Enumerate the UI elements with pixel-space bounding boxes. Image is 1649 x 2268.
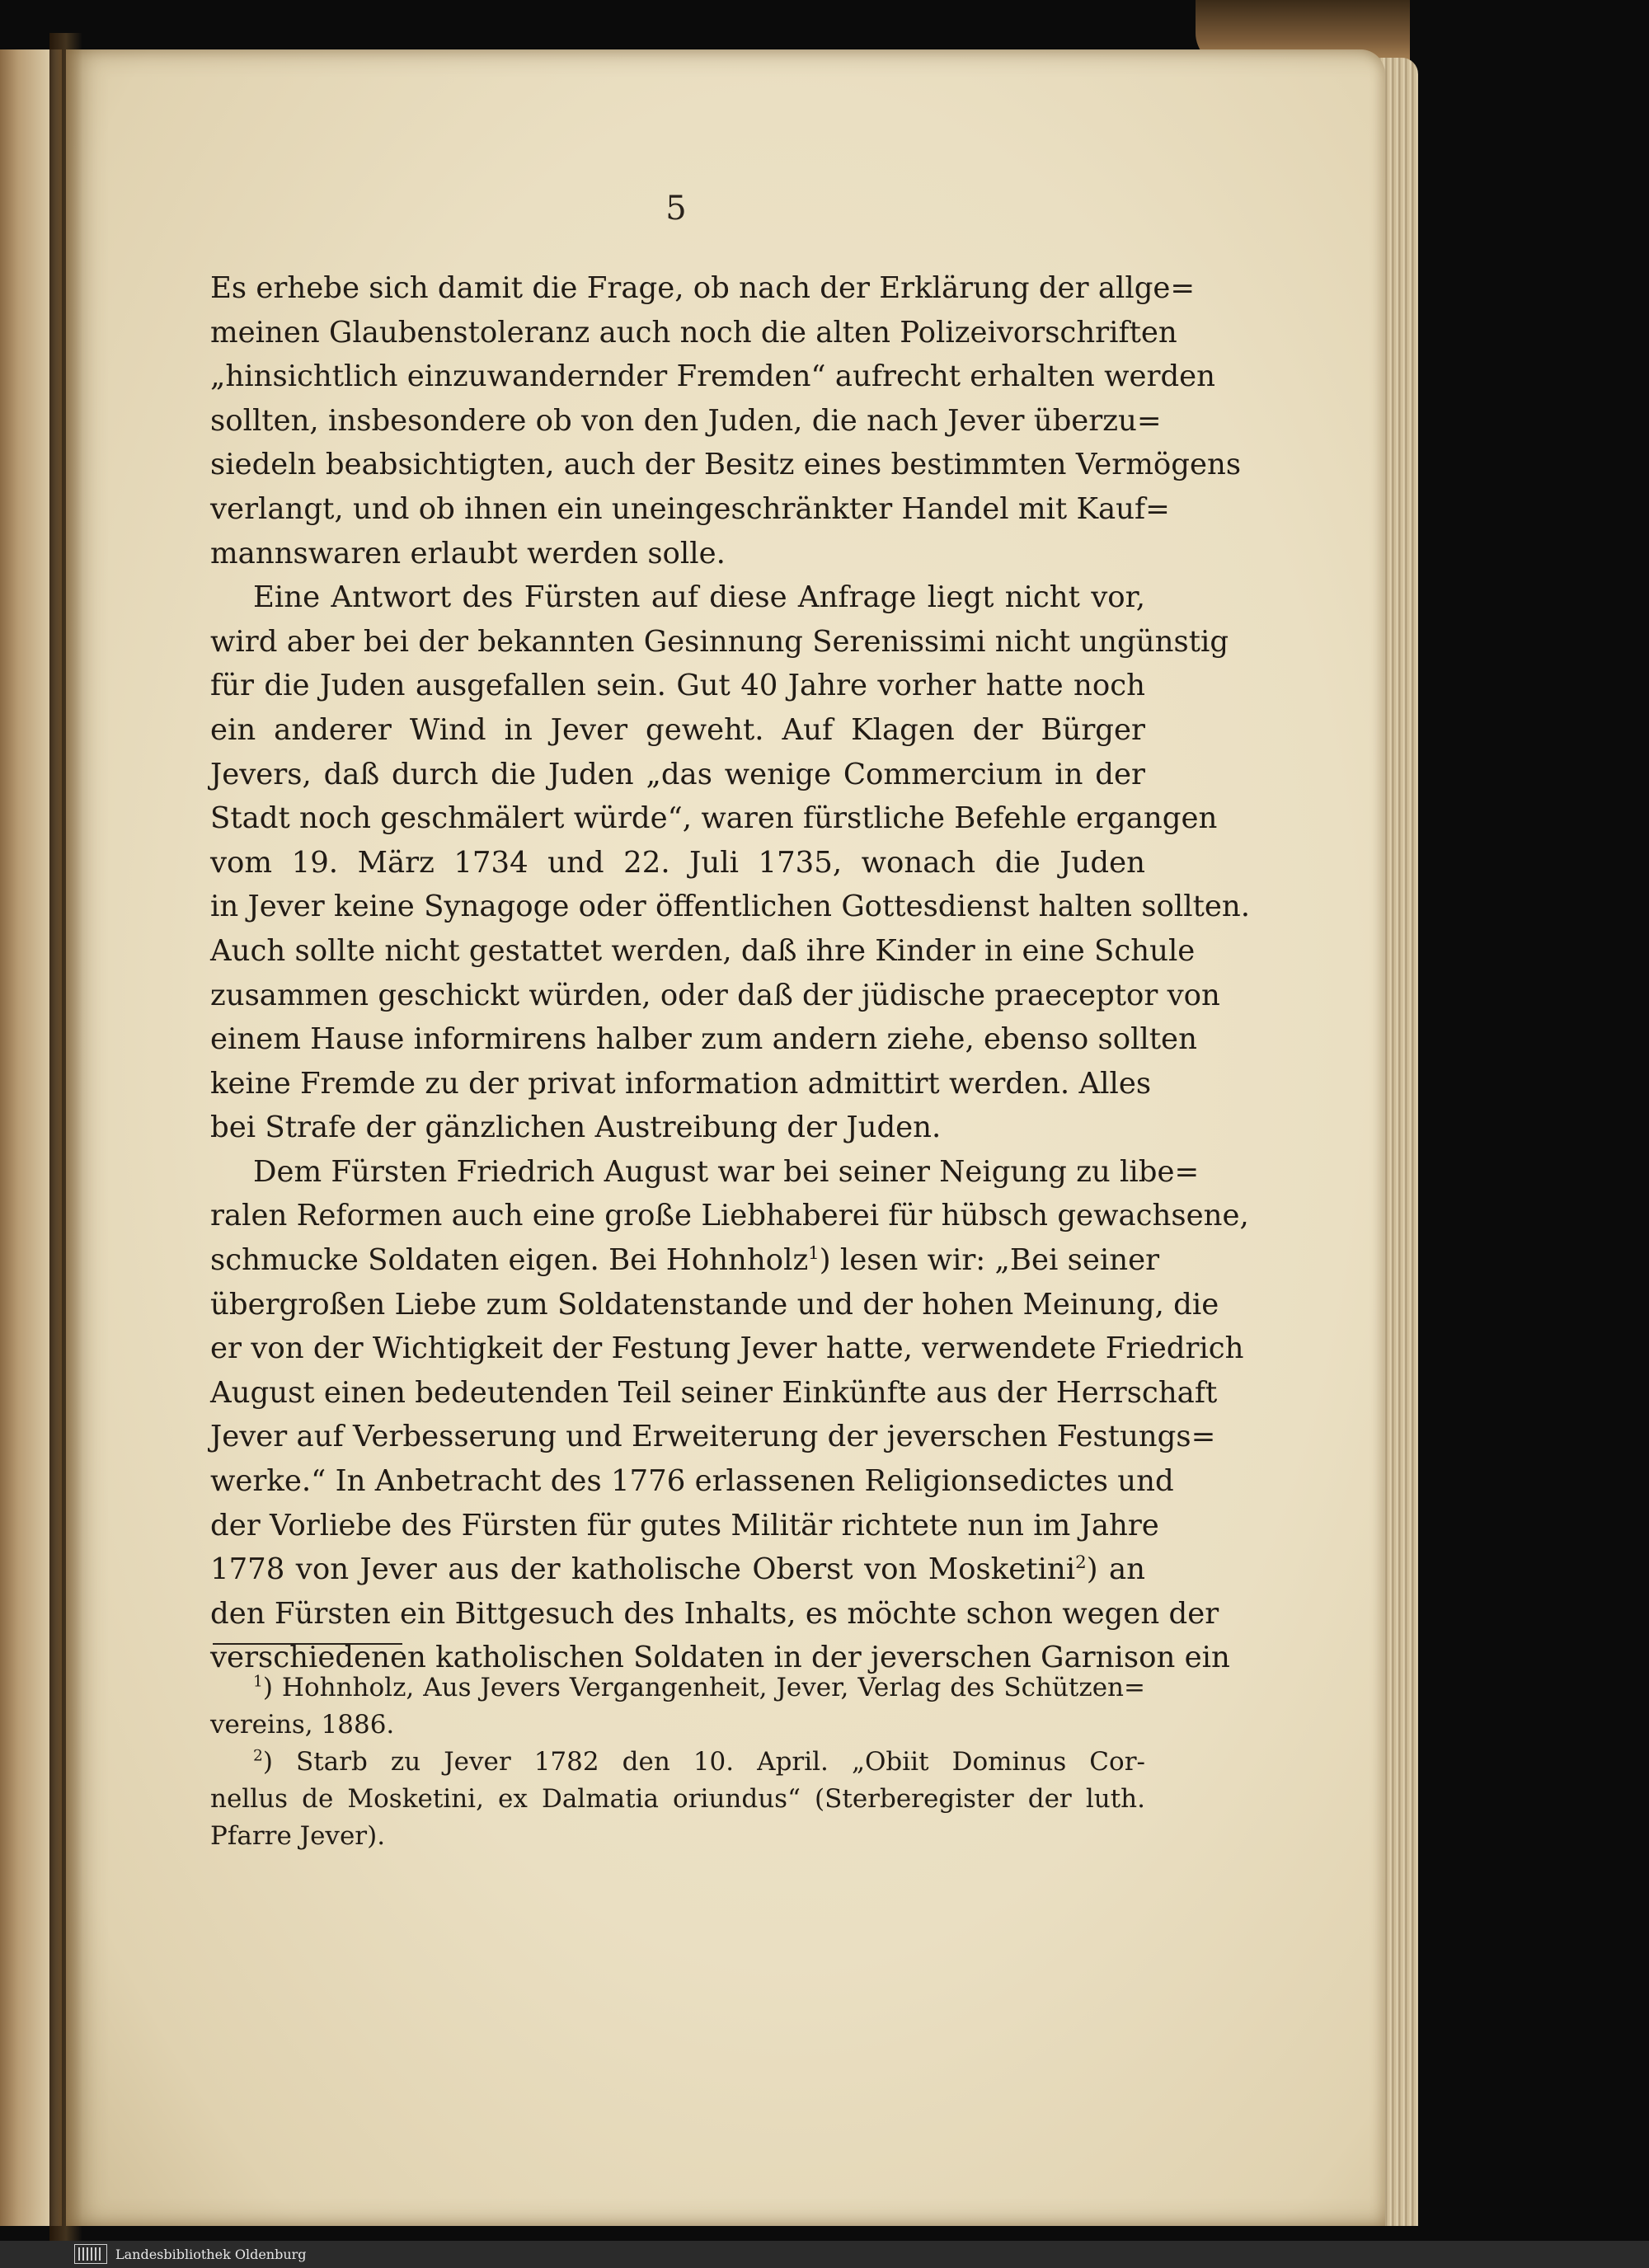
text-line: Dem Fürsten Friedrich August war bei seiner Neigung zu libe=: [253, 1154, 1200, 1189]
text-line: Jever auf Verbesserung und Erweiterung der jeverschen Festungs=: [210, 1420, 1216, 1454]
footnote-ref: 2: [1075, 1552, 1087, 1574]
text-line: Es erhebe sich damit die Frage, ob nach der Erklärung der allge=: [210, 271, 1196, 305]
text-line: verlangt, und ob ihnen ein uneingeschränkter Handel mit Kauf=: [210, 491, 1170, 526]
text-line: keine Fremde zu der privat information admittirt werden. Alles: [210, 1066, 1152, 1101]
text-line: meinen Glaubenstoleranz auch noch die alten Polizeivorschriften: [210, 315, 1177, 350]
footnote-1-line: [210, 1669, 1145, 1707]
text-line: sollten, insbesondere ob von den Juden, die nach Jever überzu=: [210, 403, 1162, 438]
footnotes: [210, 1669, 1145, 1855]
text-line: er von der Wichtigkeit der Festung Jever hatte, verwendete Friedrich: [210, 1331, 1244, 1366]
text-line: siedeln beabsichtigten, auch der Besitz eines bestimmten Vermögens: [210, 448, 1242, 482]
text-segment: ) lesen wir: „Bei seiner: [819, 1243, 1160, 1278]
text-line: den Fürsten ein Bittgesuch des Inhalts, es möchte schon wegen der: [210, 1596, 1219, 1631]
footnote-marker: 2: [253, 1747, 263, 1765]
text-segment: schmucke Soldaten eigen. Bei Hohnholz: [210, 1243, 809, 1278]
text-line: Stadt noch geschmälert würde“, waren fürstliche Befehle ergangen: [210, 801, 1218, 836]
body-text: [210, 266, 1251, 1680]
text-line: in Jever keine Synagoge oder öffentlichen Gottesdienst halten sollten.: [210, 890, 1251, 924]
text-line: ein anderer Wind in Jever geweht. Auf Klagen der Bürger: [210, 712, 1145, 747]
library-building-icon: [74, 2244, 107, 2264]
text-line: mannswaren erlaubt werden solle.: [210, 536, 726, 571]
text-line: für die Juden ausgefallen sein. Gut 40 Jahre vorher hatte noch: [210, 669, 1145, 703]
text-line: bei Strafe der gänzlichen Austreibung der Juden.: [210, 1111, 942, 1145]
footer-bar: [0, 2241, 1649, 2268]
text-line: einem Hause informirens halber zum andern ziehe, ebenso sollten: [210, 1022, 1197, 1057]
text-line: vom 19. März 1734 und 22. Juli 1735, wonach die Juden: [210, 845, 1145, 880]
text-segment: ) an: [1086, 1552, 1146, 1587]
text-line: „hinsichtlich einzuwandernder Fremden“ aufrecht erhalten werden: [210, 359, 1216, 394]
footnote-2-line: [210, 1744, 1145, 1781]
book-gutter: [49, 33, 82, 2242]
text-line: übergroßen Liebe zum Soldatenstande und der hohen Meinung, die: [210, 1287, 1219, 1322]
footnote-ref: 1: [808, 1243, 820, 1265]
text-line: der Vorliebe des Fürsten für gutes Militär richtete nun im Jahre: [210, 1508, 1159, 1543]
library-name: Landesbibliothek Oldenburg: [115, 2247, 307, 2262]
text-line: wird aber bei der bekannten Gesinnung Serenissimi nicht ungünstig: [210, 624, 1229, 659]
text-line: Jevers, daß durch die Juden „das wenige Commercium in der: [210, 757, 1145, 791]
page-number: 5: [665, 190, 687, 228]
text-line: zusammen geschickt würden, oder daß der jüdische praeceptor von: [210, 978, 1220, 1012]
footnote-marker: 1: [253, 1673, 263, 1691]
footnote-separator: [213, 1643, 402, 1645]
text-line: Auch sollte nicht gestattet werden, daß ihre Kinder in eine Schule: [210, 933, 1196, 968]
text-line: ralen Reformen auch eine große Liebhaberei für hübsch gewachsene,: [210, 1199, 1249, 1233]
footnote-2-line: nellus de Mosketini, ex Dalmatia oriundus“ (Sterberegister der luth.: [210, 1784, 1145, 1814]
footnote-2-line: Pfarre Jever).: [210, 1821, 386, 1851]
footnote-1-line: vereins, 1886.: [210, 1710, 395, 1740]
text-line: werke.“ In Anbetracht des 1776 erlassenen Religionsedictes und: [210, 1464, 1174, 1499]
text-segment: ) Hohnholz, Aus Jevers Vergangenheit, Jever, Verlag des Schützen=: [262, 1673, 1145, 1702]
text-segment: 1778 von Jever aus der katholische Oberst von Mosketini: [210, 1552, 1076, 1587]
text-line: Eine Antwort des Fürsten auf diese Anfrage liegt nicht vor,: [253, 580, 1145, 615]
text-line: verschiedenen katholischen Soldaten in der jeverschen Garnison ein: [210, 1641, 1230, 1675]
text-line: August einen bedeutenden Teil seiner Einkünfte aus der Herrschaft: [210, 1375, 1218, 1410]
text-segment: ) Starb zu Jever 1782 den 10. April. „Obiit Dominus Cor-: [262, 1747, 1145, 1777]
text-line: [210, 1238, 1160, 1283]
text-line: [210, 1547, 1145, 1592]
